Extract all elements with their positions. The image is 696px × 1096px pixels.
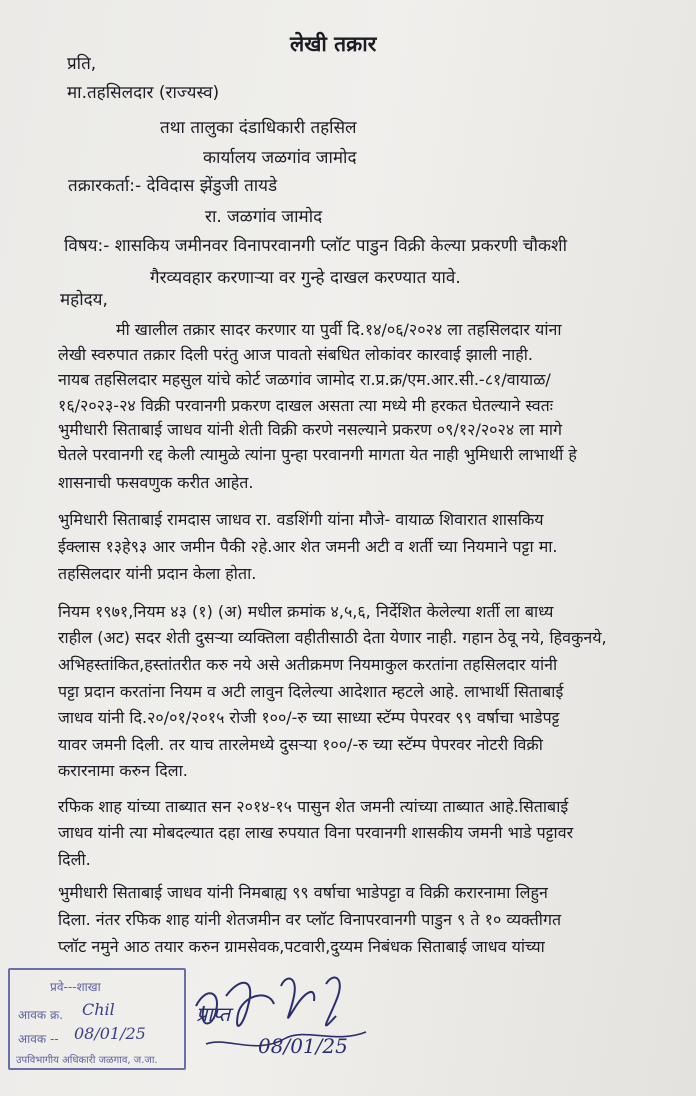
address-to-line-2: तथा तालुका दंडाधिकारी तहसिल [160, 118, 357, 138]
body-line: भुमीधारी सिताबाई जाधव यांनी शेती विक्री करणे नसल्याने प्रकरण ०९/१२/२०२४ ला मागे [58, 420, 563, 439]
body-line: जाधव यांनी दि.२०/०१/२०१५ रोजी १००/-रु च्या साध्या स्टॅम्प पेपरवर ९९ वर्षाचा भाडेपट्ट [58, 708, 560, 727]
body-line: ईक्लास १३हे९३ आर जमीन पैकी २हे.आर शेत जमनी अटी व शर्ती च्या नियमाने पट्टा मा. [58, 537, 558, 556]
signature-date: 08/01/25 [258, 1034, 348, 1058]
body-line: जाधव यांनी त्या मोबदल्यात दहा लाख रुपयात विना परवानगी शासकीय जमनी भाडे पट्टावर [58, 823, 574, 842]
body-line: रफिक शाह यांच्या ताब्यात सन २०१४-१५ पासुन शेत जमनी त्यांच्या ताब्यात आहे.सिताबाई [58, 797, 569, 816]
body-line: अभिहस्तांकित,हस्तांतरीत करु नये असे अतीक्रमण नियमाकुल करतांना तहसिलदार यांनी [58, 655, 558, 674]
stamp-header: प्रवे---शाखा [50, 980, 101, 994]
body-line: राहील (अट) सदर शेती दुसऱ्या व्यक्तिला वहीतीसाठी देता येणार नाही. गहान ठेवू नये, हिवकुनये, [58, 628, 607, 647]
stamp-inward-label: आवक क्र. [18, 1008, 63, 1022]
subject-line-2: गैरव्यवहार करणाऱ्या वर गुन्हे दाखल करण्यात यावे. [150, 268, 461, 288]
body-line: यावर जमनी दिली. तर याच तारलेमध्ये दुसऱ्या १००/-रु च्या स्टॅम्प पेपरवर नोटरी विक्री [58, 735, 543, 754]
stamp-inward-number: Chil [82, 1000, 115, 1019]
document-title: लेखी तक्रार [290, 32, 377, 56]
subject-line-1: विषय:- शासकिय जमीनवर विनापरवानगी प्लॉट पाडुन विक्री केल्या प्रकरणी चौकशी [64, 236, 568, 256]
complainant-name: तक्रारकर्ता:- देविदास झेंडुजी तायडे [68, 176, 278, 196]
stamp-office: उपविभागीय अधिकारी जळगाव, ज.जा. [16, 1055, 158, 1066]
body-line: मी खालील तक्रार सादर करणार या पुर्वी दि.१४/०६/२०२४ ला तहसिलदार यांना [116, 320, 562, 339]
body-line: पट्टा प्रदान करतांना नियम व अटी लावुन दिलेल्या आदेशात म्हटले आहे. लाभार्थी सिताबाई [58, 682, 564, 701]
body-line: नियम १९७१,नियम ४३ (१) (अ) मधील क्रमांक ४,५,६, निर्देशित केलेल्या शर्ती ला बाध्य [58, 602, 554, 621]
body-line: शासनाची फसवणुक करीत आहेत. [58, 473, 254, 492]
body-line: लेखी स्वरुपात तक्रार दिली परंतु आज पावतो संबधित लोकांवर कारवाई झाली नाही. [58, 345, 533, 364]
address-to-line-1: मा.तहसिलदार (राज्यस्व) [67, 83, 220, 103]
body-line: करारनामा करुन दिला. [58, 761, 188, 780]
body-line: भुमिधारी सिताबाई रामदास जाधव रा. वडशिंगी यांना मौजे- वायाळ शिवारात शासकिय [58, 510, 544, 529]
address-prati: प्रति, [67, 54, 97, 74]
stamp-date-label: आवक -- [18, 1032, 59, 1046]
complainant-residence: रा. जळगांव जामोद [205, 207, 323, 227]
stamp-date-value: 08/01/25 [74, 1024, 146, 1043]
body-line: दिला. नंतर रफिक शाह यांनी शेतजमीन वर प्लॉट विनापरवानगी पाडुन ९ ते १० व्यक्तीगत [58, 910, 562, 929]
body-line: दिली. [58, 850, 91, 869]
body-line: नायब तहसिलदार महसुल यांचे कोर्ट जळगांव जामोद रा.प्र.क्र/एम.आर.सी.-८१/वायाळ/ [58, 370, 551, 389]
office-inward-stamp [8, 968, 186, 1070]
body-line: घेतले परवानगी रद्द केली त्यामुळे त्यांना पुन्हा परवानगी मागता येत नाही भुमिधारी लाभार्थी हे [58, 445, 577, 464]
body-line: प्लॉट नमुने आठ तयार करुन ग्रामसेवक,पटवारी,दुय्यम निबंधक सिताबाई जाधव यांच्या [58, 937, 545, 956]
address-to-line-3: कार्यालय जळगांव जामोद [203, 148, 357, 168]
salutation: महोदय, [60, 290, 108, 310]
body-line: भुमीधारी सिताबाई जाधव यांनी निमबाह्य ९९ वर्षाचा भाडेपट्टा व विक्री करारनामा लिहुन [58, 883, 548, 902]
body-line: तहसिलदार यांनी प्रदान केला होता. [58, 564, 257, 583]
body-line: १६/२०२३-२४ विक्री परवानगी प्रकरण दाखल असता त्या मध्ये मी हरकत घेतल्याने स्वतः [58, 396, 553, 415]
signature-received-word: प्राप्त [196, 1002, 231, 1026]
